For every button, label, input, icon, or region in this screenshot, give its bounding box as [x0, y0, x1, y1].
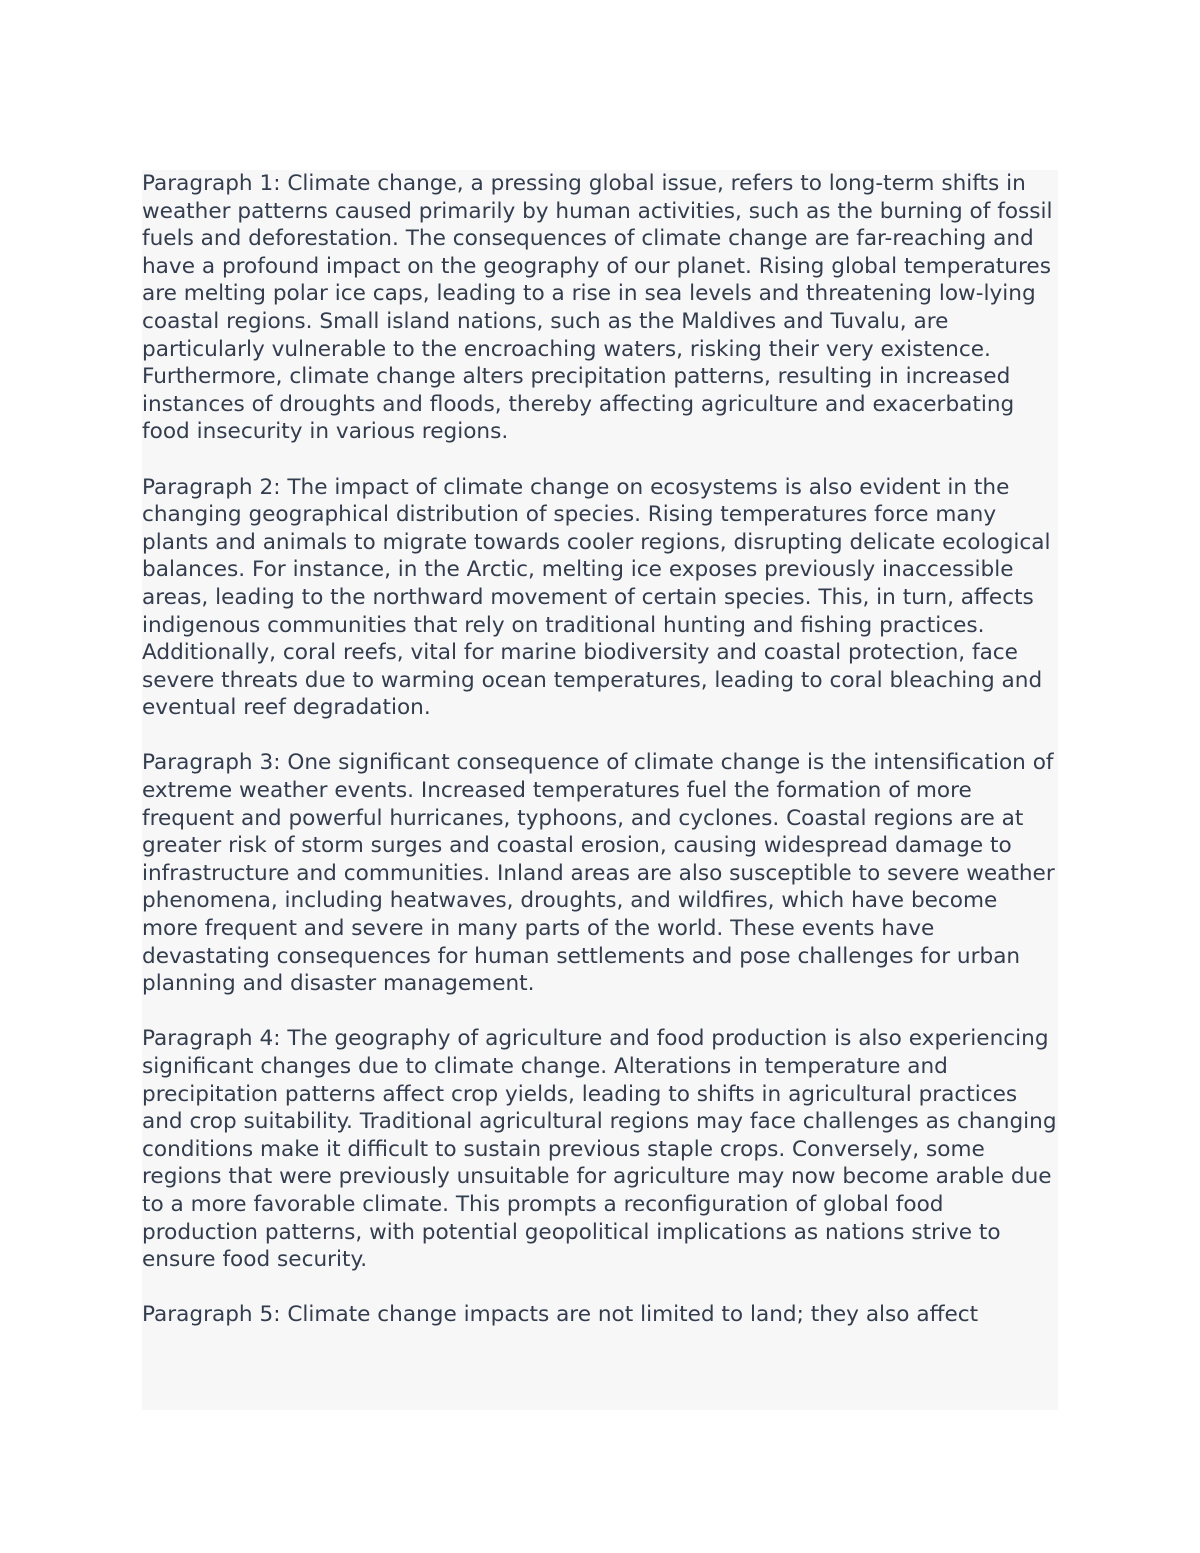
- paragraph-5: Paragraph 5: Climate change impacts are not limited to land; they also affect: [142, 1302, 979, 1328]
- paragraph-4: Paragraph 4: The geography of agriculture and food production is also experiencing significant changes due to climate change. Alterations in temperature and precipitation patterns affect crop yields, leading to shifts in agricultural practices and crop suitability. Traditional agricultural regions may face challenges as changing conditions make it difficult to sustain previous staple crops. Conversely, some regions that were previously unsuitable for agriculture may now become arable due to a more favorable climate. This prompts a reconfiguration of global food production patterns, with potential geopolitical implications as nations strive to ensure food security.: [142, 1026, 1057, 1273]
- paragraph-3: Paragraph 3: One significant consequence of climate change is the intensification of extreme weather events. Increased temperatures fuel the formation of more frequent and powerful hurricanes, typhoons, and cyclones. Coastal regions are at greater risk of storm surges and coastal erosion, causing widespread damage to infrastructure and communities. Inland areas are also susceptible to severe weather phenomena, including heatwaves, droughts, and wildfires, which have become more frequent and severe in many parts of the world. These events have devastating consequences for human settlements and pose challenges for urban planning and disaster management.: [142, 750, 1055, 997]
- paragraph-1: Paragraph 1: Climate change, a pressing global issue, refers to long-term shifts in weather patterns caused primarily by human activities, such as the burning of fossil fuels and deforestation. The consequences of climate change are far-reaching and have a profound impact on the geography of our planet. Rising global temperatures are melting polar ice caps, leading to a rise in sea levels and threatening low-lying coastal regions. Small island nations, such as the Maldives and Tuvalu, are particularly vulnerable to the encroaching waters, risking their very existence. Furthermore, climate change alters precipitation patterns, resulting in increased instances of droughts and floods, thereby affecting agriculture and exacerbating food insecurity in various regions.: [142, 171, 1053, 445]
- essay-text-block: [142, 170, 1058, 1410]
- paragraph-2: Paragraph 2: The impact of climate change on ecosystems is also evident in the changing geographical distribution of species. Rising temperatures force many plants and animals to migrate towards cooler regions, disrupting delicate ecological balances. For instance, in the Arctic, melting ice exposes previously inaccessible areas, leading to the northward movement of certain species. This, in turn, affects indigenous communities that rely on traditional hunting and fishing practices. Additionally, coral reefs, vital for marine biodiversity and coastal protection, face severe threats due to warming ocean temperatures, leading to coral bleaching and eventual reef degradation.: [142, 474, 1051, 721]
